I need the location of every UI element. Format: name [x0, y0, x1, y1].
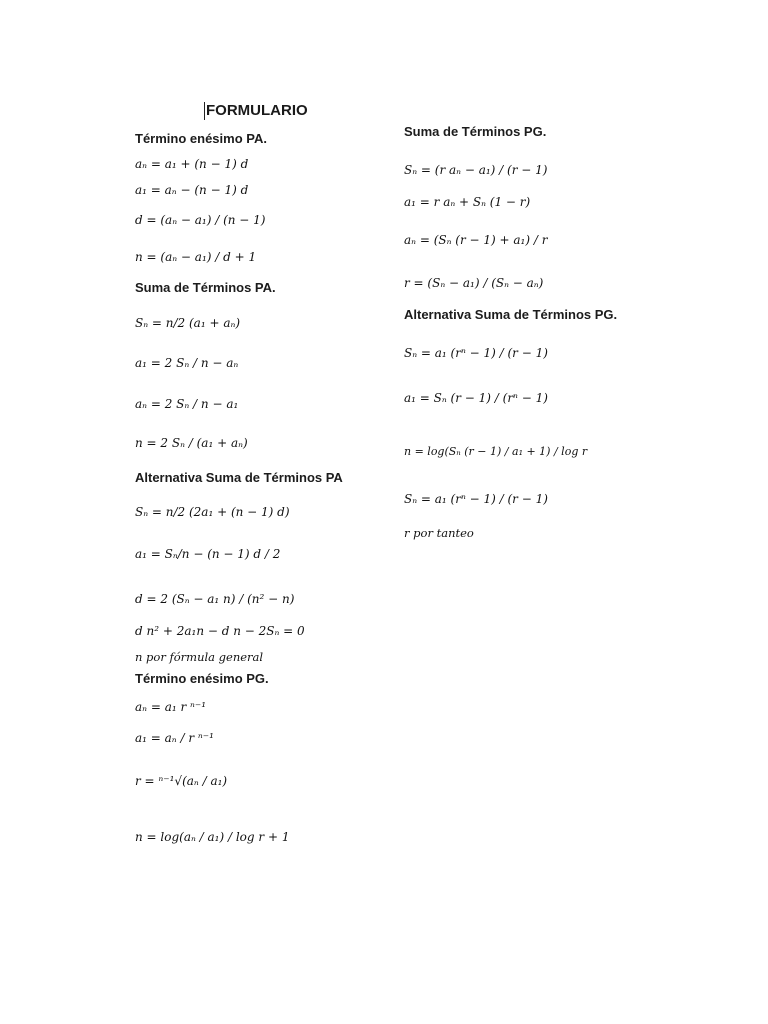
formula-n-pg-alt: n = log(Sₙ (r − 1) / a₁ + 1) / log r	[404, 445, 588, 458]
formula-an-pg-sum: aₙ = (Sₙ (r − 1) + a₁) / r	[404, 233, 548, 247]
page-title: FORMULARIO	[206, 102, 308, 119]
formula-sn-pg: Sₙ = (r aₙ − a₁) / (r − 1)	[404, 163, 548, 177]
section-heading-pa-sum: Suma de Términos PA.	[135, 280, 276, 295]
section-heading-pg-sum-alt: Alternativa Suma de Términos PG.	[404, 307, 618, 322]
formula-d-pa-alt: d = 2 (Sₙ − a₁ n) / (n² − n)	[135, 592, 295, 606]
formula-an-pg: aₙ = a₁ r ⁿ⁻¹	[135, 700, 207, 714]
note-r-por-tanteo: r por tanteo	[404, 526, 474, 540]
formula-r-pg: r = ⁿ⁻¹√(aₙ / a₁)	[135, 774, 228, 788]
formula-n-pa: n = (aₙ − a₁) / d + 1	[135, 250, 257, 264]
formula-a1-pg: a₁ = aₙ / r ⁿ⁻¹	[135, 731, 214, 745]
formula-a1-pa: a₁ = aₙ − (n − 1) d	[135, 183, 249, 197]
formula-sn-pa: Sₙ = n/2 (a₁ + aₙ)	[135, 316, 241, 330]
formula-a1-pg-alt: a₁ = Sₙ (r − 1) / (rⁿ − 1)	[404, 391, 548, 405]
formula-r-pg-sum: r = (Sₙ − a₁) / (Sₙ − aₙ)	[404, 276, 544, 290]
formula-n-pg: n = log(aₙ / a₁) / log r + 1	[135, 830, 290, 844]
formula-sn-pg-alt-repeat: Sₙ = a₁ (rⁿ − 1) / (r − 1)	[404, 492, 548, 506]
formula-a1-pg-sum: a₁ = r aₙ + Sₙ (1 − r)	[404, 195, 531, 209]
section-heading-pg-sum: Suma de Términos PG.	[404, 124, 547, 139]
section-heading-pa-sum-alt: Alternativa Suma de Términos PA	[135, 470, 343, 485]
section-heading-pa-nth-term: Término enésimo PA.	[135, 131, 267, 146]
formula-n-pa-sum: n = 2 Sₙ / (a₁ + aₙ)	[135, 436, 248, 450]
formula-d-pa: d = (aₙ − a₁) / (n − 1)	[135, 213, 266, 227]
formula-an-pa-sum: aₙ = 2 Sₙ / n − a₁	[135, 397, 239, 411]
formula-a1-pa-alt: a₁ = Sₙ/n − (n − 1) d / 2	[135, 547, 281, 561]
formula-sn-pg-alt: Sₙ = a₁ (rⁿ − 1) / (r − 1)	[404, 346, 548, 360]
section-heading-pg-nth-term: Término enésimo PG.	[135, 671, 269, 686]
note-n-general-formula: n por fórmula general	[135, 650, 264, 664]
formula-quadratic-pa-alt: d n² + 2a₁n − d n − 2Sₙ = 0	[135, 624, 305, 638]
formula-an-pa: aₙ = a₁ + (n − 1) d	[135, 157, 249, 171]
formula-a1-pa-sum: a₁ = 2 Sₙ / n − aₙ	[135, 356, 239, 370]
formula-sn-pa-alt: Sₙ = n/2 (2a₁ + (n − 1) d)	[135, 505, 290, 519]
